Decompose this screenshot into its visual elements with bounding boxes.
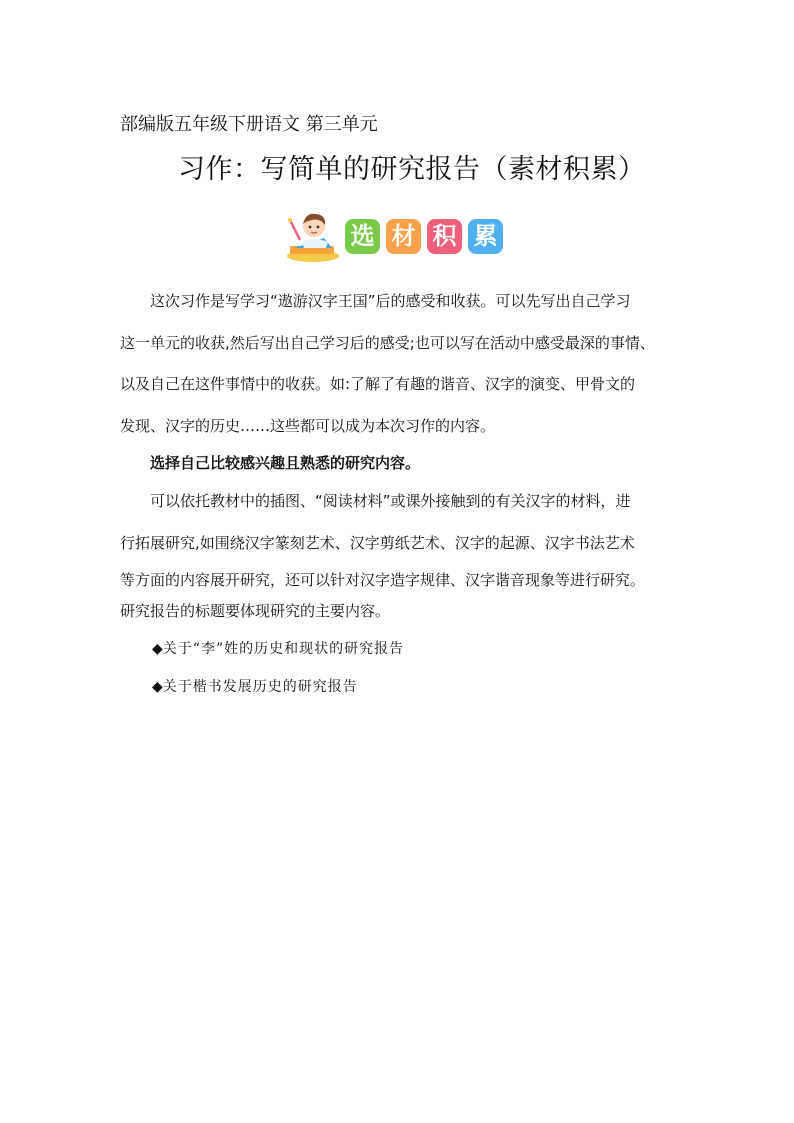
paragraph-line: 可以依托教材中的插图、“阅读材料”或课外接触到的有关汉字的材料，进 <box>150 492 631 510</box>
material-banner <box>284 208 524 264</box>
paragraph-line: 等方面的内容展开研究，还可以针对汉字造字规律、汉字谐音现象等进行研究。 <box>120 571 646 589</box>
banner-tile: 累 <box>468 219 503 254</box>
paragraph-line: 行拓展研究,如围绕汉字篆刻艺术、汉字剪纸艺术、汉字的起源、汉字书法艺术 <box>120 534 635 552</box>
diamond-bullet-icon: ◆ <box>152 641 163 657</box>
page-title: 习作：写简单的研究报告（素材积累） <box>178 154 646 185</box>
banner-tiles <box>345 219 503 254</box>
banner-tile: 材 <box>386 219 421 254</box>
example-item <box>152 638 404 658</box>
example-text: 关于楷书发展历史的研究报告 <box>162 679 358 695</box>
example-text: 关于“李”姓的历史和现状的研究报告 <box>162 641 405 657</box>
paragraph-line: 研究报告的标题要体现研究的主要内容。 <box>120 602 391 620</box>
example-item <box>152 676 358 696</box>
unit-subtitle: 部编版五年级下册语文 第三单元 <box>120 114 378 135</box>
diamond-bullet-icon: ◆ <box>152 679 163 695</box>
paragraph-line: 这次习作是写学习“遨游汉字王国”后的感受和收获。可以先写出自己学习 <box>150 292 631 310</box>
paragraph-line: 以及自己在这件事情中的收获。如:了解了有趣的谐音、汉字的演变、甲骨文的 <box>120 375 636 393</box>
paragraph-line: 发现、汉字的历史……这些都可以成为本次习作的内容。 <box>120 417 496 435</box>
banner-tile: 选 <box>345 219 380 254</box>
banner-tile: 积 <box>427 219 462 254</box>
section-heading: 选择自己比较感兴趣且熟悉的研究内容。 <box>150 454 421 472</box>
paragraph-line: 这一单元的收获,然后写出自己学习后的感受;也可以写在活动中感受最深的事情、 <box>120 334 655 352</box>
child-writing-icon <box>284 208 342 264</box>
